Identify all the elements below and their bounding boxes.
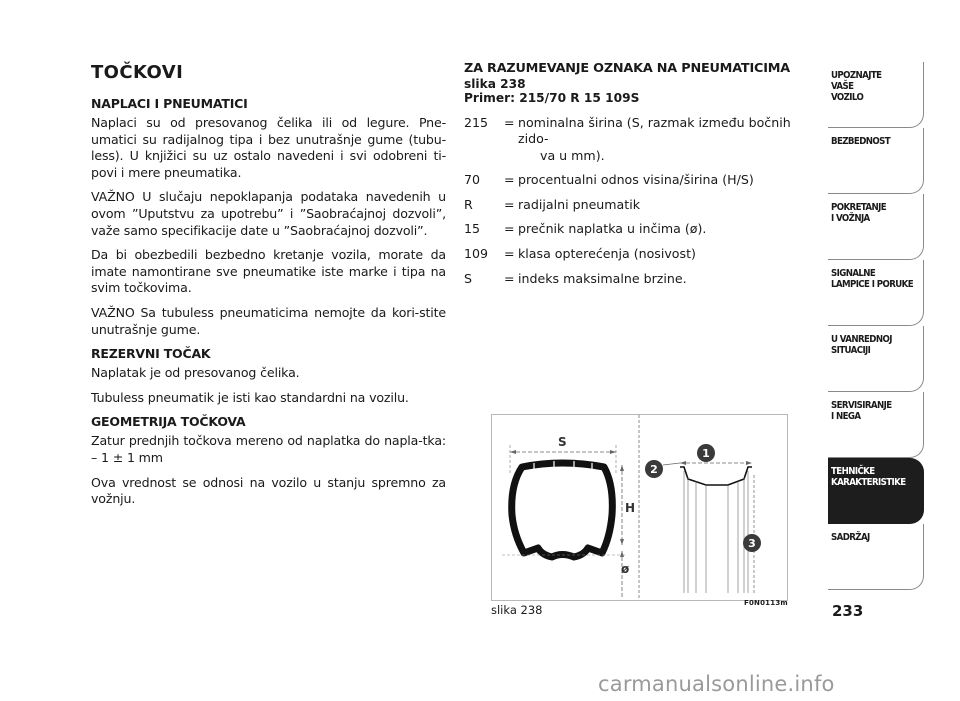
tab-tehnicke-karakteristike[interactable] bbox=[828, 458, 924, 524]
tab-label: TEHNIČKE KARAKTERISTIKE bbox=[831, 466, 906, 488]
callout-number-2: 2 bbox=[650, 463, 658, 476]
definition-value: procentualni odnos visina/širina (H/S) bbox=[518, 172, 754, 188]
paragraph-geometry-1: Zatur prednjih točkova mereno od naplatka do napla-tka: – 1 ± 1 mm bbox=[91, 433, 446, 465]
definition-key: 109 bbox=[464, 246, 489, 262]
tab-label: SIGNALNE LAMPICE I PORUKE bbox=[831, 268, 914, 290]
page-number: 233 bbox=[832, 602, 864, 620]
paragraph-geometry-2: Ova vrednost se odnosi na vozilo u stanju spremno za vožnju. bbox=[91, 474, 446, 507]
definition-row bbox=[464, 172, 816, 189]
definition-row bbox=[464, 197, 816, 214]
tab-servisiranje-i-nega[interactable] bbox=[828, 392, 924, 458]
paragraph-spare-1: Naplatak je od presovanog čelika. bbox=[91, 365, 300, 381]
definition-key: R bbox=[464, 196, 473, 212]
paragraph-important-2: VAŽNO Sa tubuless pneumaticima nemojte da kori-stite unutrašnje gume. bbox=[91, 304, 446, 337]
arrow-head bbox=[620, 465, 624, 471]
arrow-head bbox=[620, 539, 624, 545]
tyre-section bbox=[512, 463, 613, 557]
section-heading-geometry: GEOMETRIJA TOČKOVA bbox=[91, 414, 246, 430]
definition-value bbox=[518, 115, 816, 165]
arrow-head bbox=[610, 450, 616, 454]
callout-leader bbox=[663, 463, 680, 465]
definition-key: 215 bbox=[464, 114, 489, 130]
chapter-tabs bbox=[828, 62, 924, 590]
tab-label: UPOZNAJTE VAŠE VOZILO bbox=[831, 70, 882, 103]
tab-sadrzaj[interactable] bbox=[828, 524, 924, 590]
definition-key: 15 bbox=[464, 221, 481, 237]
definition-text: nominalna širina (S, razmak između bočnih zido- bbox=[518, 114, 791, 147]
figure-code: F0N0113m bbox=[744, 599, 788, 607]
equals-sign: = bbox=[504, 270, 515, 286]
definition-list bbox=[464, 115, 816, 288]
label-s: S bbox=[558, 435, 567, 449]
figure-reference: slika 238 bbox=[464, 76, 526, 91]
tab-label: POKRETANJE I VOŽNJA bbox=[831, 202, 887, 224]
paragraph-safety: Da bi obezbedili bezbedno kretanje vozila, morate da imate namontirane sve pneumatike iste marke i tipa na svim točkovima. bbox=[91, 247, 446, 296]
tyre-diagram-svg bbox=[492, 415, 787, 600]
tab-upoznajte-vase-vozilo[interactable] bbox=[828, 62, 924, 128]
paragraph-important-1: VAŽNO U slučaju nepoklapanja podataka navedenih u ovom ”Uputstvu za upotrebu” i ”Saobraćajnoj dozvoli”, važe samo specifikacije date u ”Saobraćajnoj dozvoli”. bbox=[91, 189, 446, 238]
definition-row bbox=[464, 115, 816, 165]
definition-key: S bbox=[464, 270, 472, 286]
tab-label: BEZBEDNOST bbox=[831, 136, 891, 147]
equals-sign: = bbox=[504, 221, 515, 237]
equals-sign: = bbox=[504, 196, 515, 212]
rim-profile bbox=[680, 467, 752, 485]
figure-caption: slika 238 bbox=[491, 603, 543, 617]
tab-pokretanje-i-voznja[interactable] bbox=[828, 194, 924, 260]
tyre-diagram bbox=[491, 414, 788, 601]
right-column bbox=[464, 62, 816, 295]
paragraph-spare-2: Tubuless pneumatik je isti kao standardni na vozilu. bbox=[91, 389, 409, 405]
tab-signalne-lampice[interactable] bbox=[828, 260, 924, 326]
paragraph-rims: Naplaci su od presovanog čelika ili od legure. Pne-umatici su radijalnog tipa i bez unutrašnje gume (tubu-less). U knjižici su uz ostalo navedeni i svi odobreni ti-povi i mere pneumatika. bbox=[91, 115, 446, 180]
watermark: carmanualsonline.info bbox=[598, 672, 835, 696]
tab-u-vanrednoj-situaciji[interactable] bbox=[828, 326, 924, 392]
section-heading-spare: REZERVNI TOČAK bbox=[91, 346, 211, 362]
left-column bbox=[91, 62, 446, 516]
example-code: Primer: 215/70 R 15 109S bbox=[464, 90, 640, 105]
definition-value: radijalni pneumatik bbox=[518, 196, 641, 212]
tab-label: SERVISIRANJE I NEGA bbox=[831, 400, 892, 422]
equals-sign: = bbox=[504, 172, 515, 188]
definition-value: prečnik naplatka u inčima (ø). bbox=[518, 221, 707, 237]
tab-label: SADRŽAJ bbox=[831, 532, 870, 543]
definition-row bbox=[464, 221, 816, 238]
tab-bezbednost[interactable] bbox=[828, 128, 924, 194]
arrow-head bbox=[510, 450, 516, 454]
definition-row bbox=[464, 246, 816, 263]
definition-key: 70 bbox=[464, 172, 481, 188]
page-title: TOČKOVI bbox=[91, 62, 184, 83]
tyre-marking-heading: ZA RAZUMEVANJE OZNAKA NA PNEUMATICIMA bbox=[464, 61, 791, 76]
section-heading-rims: NAPLACI I PNEUMATICI bbox=[91, 96, 248, 111]
equals-sign: = bbox=[504, 114, 515, 130]
callout-number-3: 3 bbox=[748, 537, 756, 550]
equals-sign: = bbox=[504, 246, 515, 262]
label-h: H bbox=[625, 501, 636, 515]
definition-value: klasa opterećenja (nosivost) bbox=[518, 246, 696, 262]
definition-continuation: va u mm). bbox=[540, 147, 605, 163]
definition-value: indeks maksimalne brzine. bbox=[518, 270, 687, 286]
arrow-head bbox=[620, 551, 624, 557]
label-diameter: ø bbox=[621, 562, 630, 576]
arrow-head bbox=[680, 461, 686, 465]
callout-number-1: 1 bbox=[702, 447, 710, 460]
arrow-head bbox=[746, 461, 752, 465]
definition-row bbox=[464, 271, 816, 288]
tab-label: U VANREDNOJ SITUACIJI bbox=[831, 334, 892, 356]
